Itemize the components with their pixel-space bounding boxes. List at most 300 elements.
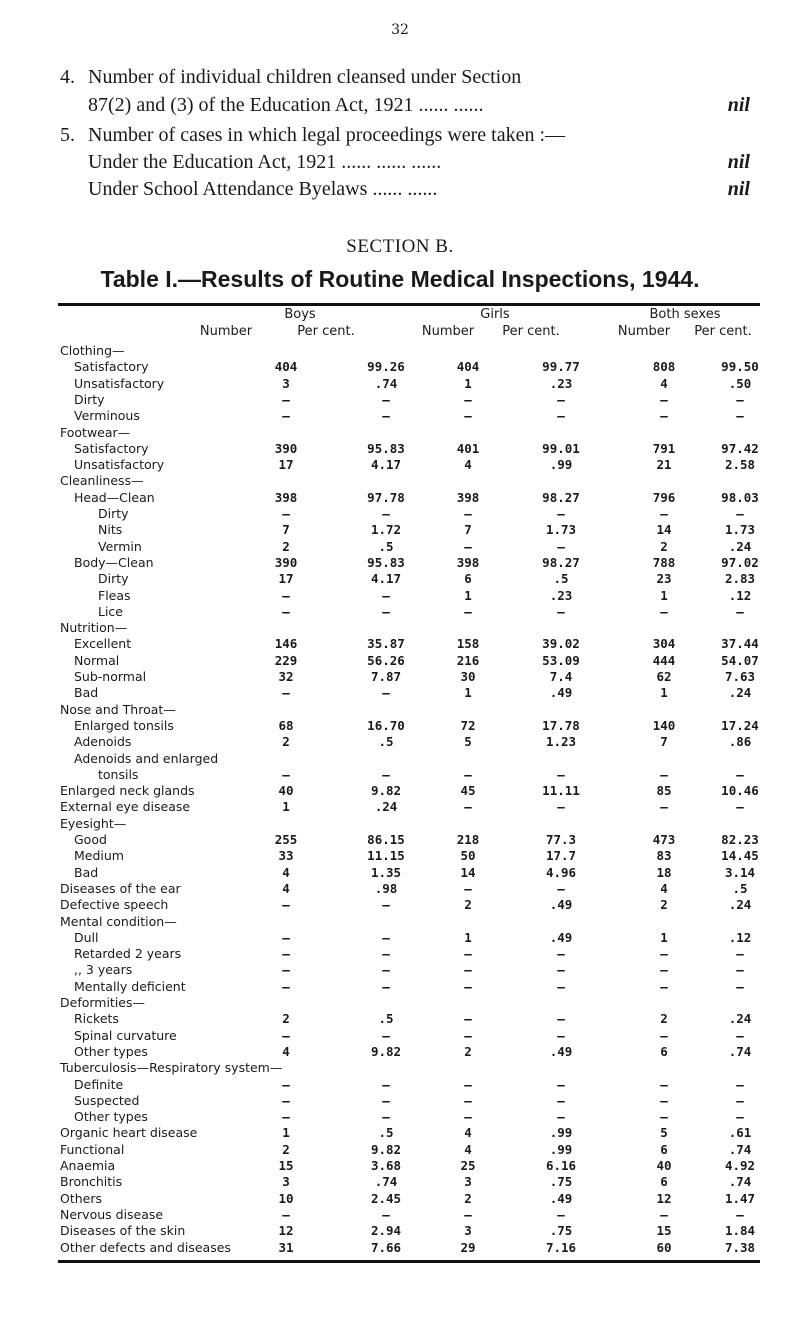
row-cell: —	[736, 946, 744, 962]
row-cell: 1	[282, 799, 290, 815]
row-cell: 95.83	[367, 554, 405, 570]
row-cell: 2	[282, 1011, 290, 1027]
row-cell: 83	[656, 848, 672, 864]
item-4-line-1: Number of individual children cleansed under Section	[88, 66, 522, 88]
table-row	[60, 816, 760, 832]
row-cell: .49	[549, 1190, 573, 1206]
row-label: Suspected	[74, 1092, 140, 1108]
row-label: tonsils	[98, 766, 139, 782]
row-label: Dirty	[98, 571, 129, 587]
row-cell: —	[382, 766, 390, 782]
row-cell: 99.50	[721, 359, 759, 375]
row-cell: 60	[656, 1239, 672, 1255]
row-cell: —	[282, 978, 290, 994]
row-cell: 54.07	[721, 652, 759, 668]
row-cell: —	[660, 1092, 668, 1108]
row-cell: —	[464, 1092, 472, 1108]
row-cell: .12	[728, 587, 752, 603]
row-cell: .5	[378, 538, 394, 554]
row-cell: —	[557, 946, 565, 962]
row-cell: —	[736, 408, 744, 424]
row-cell: .99	[549, 457, 573, 473]
row-cell: 3	[282, 375, 290, 391]
row-cell: 14	[460, 864, 476, 880]
row-cell: 1.35	[370, 864, 402, 880]
row-cell: —	[382, 587, 390, 603]
table-row	[60, 1142, 760, 1158]
table-top-rule	[58, 303, 760, 306]
item-4-continued	[60, 94, 750, 118]
row-cell: 29	[460, 1239, 476, 1255]
row-cell: —	[382, 978, 390, 994]
table-row	[60, 734, 760, 750]
row-cell: —	[660, 1076, 668, 1092]
row-cell: —	[464, 408, 472, 424]
table-row	[60, 930, 760, 946]
row-label: Functional	[60, 1141, 125, 1157]
row-cell: 97.42	[721, 440, 759, 456]
row-cell: 7.38	[724, 1239, 756, 1255]
row-cell: —	[282, 587, 290, 603]
row-cell: 401	[456, 440, 480, 456]
item-5	[60, 124, 750, 148]
row-cell: —	[464, 1011, 472, 1027]
item-5-byelaws	[60, 178, 750, 202]
row-cell: 216	[456, 652, 480, 668]
row-label: Nutrition—	[60, 620, 128, 636]
row-label: Unsatisfactory	[74, 457, 165, 473]
row-label: Definite	[74, 1076, 124, 1092]
row-cell: 4	[464, 457, 472, 473]
row-cell: —	[382, 897, 390, 913]
table-row	[60, 1223, 760, 1239]
row-cell: 390	[274, 554, 298, 570]
row-label: Adenoids	[74, 734, 132, 750]
row-cell: 72	[460, 717, 476, 733]
item-5-number: 5.	[60, 124, 75, 146]
row-label: Eyesight—	[60, 815, 127, 831]
item-4-line-2: 87(2) and (3) of the Education Act, 1921 ...... ......	[88, 94, 484, 116]
table-row	[60, 506, 760, 522]
row-cell: 31	[278, 1239, 294, 1255]
row-cell: 15	[278, 1158, 294, 1173]
table-row	[60, 1044, 760, 1060]
row-cell: —	[464, 1076, 472, 1092]
row-cell: —	[557, 799, 565, 815]
row-cell: —	[282, 1076, 290, 1092]
row-cell: —	[660, 603, 668, 619]
row-cell: 140	[652, 717, 676, 733]
row-cell: .5	[378, 1125, 394, 1141]
row-cell: 17	[278, 571, 294, 587]
row-cell: 1	[464, 587, 472, 603]
row-cell: 15	[656, 1223, 672, 1239]
item-5-byelaws-value: nil	[727, 178, 750, 200]
item-5-byelaws-label: Under School Attendance Byelaws ...... ......	[88, 178, 438, 200]
row-cell: 1.73	[724, 522, 756, 538]
row-cell: —	[557, 538, 565, 554]
row-cell: 3	[464, 1174, 472, 1190]
row-cell: —	[464, 538, 472, 554]
row-cell: 7.4	[549, 669, 573, 684]
subheader-girls-percent: Per cent.	[502, 324, 560, 339]
row-cell: 2	[282, 734, 290, 750]
table-row	[60, 1011, 760, 1027]
row-cell: 1	[660, 685, 668, 701]
row-cell: —	[660, 799, 668, 815]
table-row	[60, 457, 760, 473]
row-cell: —	[382, 1027, 390, 1043]
row-cell: 12	[278, 1223, 294, 1239]
row-cell: 33	[278, 848, 294, 864]
row-cell: .49	[549, 897, 573, 913]
row-cell: 229	[274, 652, 298, 668]
row-cell: 4.96	[545, 864, 577, 880]
row-cell: —	[382, 603, 390, 619]
row-label: Tuberculosis—Respiratory system—	[60, 1060, 283, 1076]
row-cell: —	[557, 1076, 565, 1092]
row-cell: .74	[374, 375, 398, 391]
row-cell: —	[282, 1206, 290, 1222]
row-cell: 4	[282, 864, 290, 880]
row-cell: 218	[456, 832, 480, 847]
row-cell: 40	[656, 1158, 672, 1173]
group-header-boys: Boys	[284, 307, 316, 322]
row-cell: .5	[732, 880, 748, 896]
row-cell: 158	[456, 636, 480, 652]
row-label: Footwear—	[60, 424, 131, 440]
row-cell: —	[382, 929, 390, 945]
row-cell: 1.72	[370, 522, 402, 538]
table-row	[60, 376, 760, 392]
row-cell: —	[736, 978, 744, 994]
row-cell: 791	[652, 440, 676, 456]
row-cell: —	[382, 408, 390, 424]
row-label: Nits	[98, 522, 123, 538]
row-cell: 11.11	[542, 783, 580, 799]
row-cell: —	[282, 506, 290, 521]
row-cell: 62	[656, 669, 672, 684]
table-row	[60, 343, 760, 359]
table-row	[60, 881, 760, 897]
row-cell: —	[382, 962, 390, 978]
row-cell: 82.23	[721, 832, 759, 847]
row-cell: 68	[278, 717, 294, 733]
row-cell: 1.84	[724, 1223, 756, 1239]
row-cell: —	[557, 408, 565, 424]
row-cell: 5	[464, 734, 472, 750]
row-cell: —	[660, 1206, 668, 1222]
table-row	[60, 685, 760, 701]
row-cell: —	[557, 391, 565, 407]
row-label: Dirty	[74, 391, 105, 407]
table-row	[60, 702, 760, 718]
row-cell: —	[736, 799, 744, 815]
row-cell: 53.09	[542, 652, 580, 668]
table-row	[60, 408, 760, 424]
table-row	[60, 832, 760, 848]
row-cell: .5	[378, 734, 394, 750]
table-row	[60, 539, 760, 555]
row-cell: —	[557, 766, 565, 782]
row-label: Satisfactory	[74, 359, 149, 375]
row-cell: 14.45	[721, 848, 759, 864]
row-cell: 12	[656, 1190, 672, 1206]
row-cell: 3	[464, 1223, 472, 1239]
row-cell: 23	[656, 571, 672, 587]
row-cell: 2	[282, 1141, 290, 1157]
row-label: Spinal curvature	[74, 1027, 177, 1043]
row-cell: 1.23	[545, 734, 577, 750]
row-cell: 10	[278, 1190, 294, 1206]
row-cell: 398	[456, 554, 480, 570]
row-cell: .23	[549, 587, 573, 603]
row-cell: 56.26	[367, 652, 405, 668]
row-cell: —	[557, 1027, 565, 1043]
table-row	[60, 1191, 760, 1207]
row-cell: .74	[728, 1141, 752, 1157]
table-row	[60, 620, 760, 636]
row-cell: .99	[549, 1125, 573, 1141]
row-cell: 99.77	[542, 359, 580, 375]
subheader-girls-number: Number	[421, 324, 475, 339]
row-cell: 5	[660, 1125, 668, 1141]
row-cell: 4	[660, 375, 668, 391]
row-label: Head—Clean	[74, 489, 155, 505]
row-label: Sub-normal	[74, 669, 147, 684]
row-label: Other types	[74, 1043, 148, 1059]
table-row	[60, 1207, 760, 1223]
row-cell: 4	[464, 1125, 472, 1141]
row-label: Mental condition—	[60, 913, 177, 929]
row-cell: —	[736, 766, 744, 782]
row-cell: 2	[464, 1043, 472, 1059]
row-cell: 14	[656, 522, 672, 538]
table-row	[60, 1125, 760, 1141]
row-cell: 9.82	[370, 1043, 402, 1059]
row-cell: 25	[460, 1158, 476, 1173]
row-label: Body—Clean	[74, 554, 154, 570]
row-label: Other defects and diseases	[60, 1239, 231, 1255]
row-label: Dull	[74, 929, 99, 945]
row-cell: 32	[278, 669, 294, 684]
row-cell: .75	[549, 1174, 573, 1190]
row-cell: —	[464, 978, 472, 994]
row-cell: .5	[378, 1011, 394, 1027]
row-cell: 808	[652, 359, 676, 375]
page-number: 32	[391, 22, 409, 38]
row-cell: —	[382, 1076, 390, 1092]
row-cell: —	[557, 978, 565, 994]
row-label: Bad	[74, 864, 99, 880]
row-cell: —	[282, 603, 290, 619]
row-cell: 16.70	[367, 717, 405, 733]
section-title: SECTION B.	[346, 236, 454, 257]
row-cell: 2	[464, 1190, 472, 1206]
row-cell: —	[464, 766, 472, 782]
row-cell: —	[660, 766, 668, 782]
table-row	[60, 767, 760, 783]
row-cell: —	[382, 1206, 390, 1222]
row-label: ,, 3 years	[74, 962, 133, 978]
row-cell: 97.78	[367, 489, 405, 505]
row-cell: 98.03	[721, 489, 759, 505]
row-cell: 404	[456, 359, 480, 375]
row-cell: 6	[464, 571, 472, 587]
row-cell: —	[736, 1109, 744, 1125]
row-cell: —	[282, 766, 290, 782]
row-cell: —	[660, 408, 668, 424]
row-cell: 404	[274, 359, 298, 375]
table-row	[60, 555, 760, 571]
table-row	[60, 653, 760, 669]
row-cell: 17.24	[721, 717, 759, 733]
group-header-girls: Girls	[480, 307, 510, 322]
row-cell: —	[660, 978, 668, 994]
row-cell: .24	[728, 897, 752, 913]
table-row	[60, 473, 760, 489]
row-cell: 45	[460, 783, 476, 799]
row-cell: 255	[274, 832, 298, 847]
table-row	[60, 1060, 760, 1076]
row-cell: .12	[728, 929, 752, 945]
row-cell: .98	[374, 880, 398, 896]
row-cell: 11.15	[367, 848, 405, 864]
row-label: Lice	[98, 603, 123, 619]
row-cell: .74	[728, 1043, 752, 1059]
row-cell: —	[736, 603, 744, 619]
row-cell: —	[464, 1109, 472, 1125]
table-row	[60, 946, 760, 962]
row-label: Rickets	[74, 1011, 119, 1027]
row-cell: 788	[652, 554, 676, 570]
table-row	[60, 490, 760, 506]
row-cell: .49	[549, 929, 573, 945]
row-cell: 97.02	[721, 554, 759, 570]
table-row	[60, 588, 760, 604]
row-cell: 7.66	[370, 1239, 402, 1255]
row-cell: 6.16	[545, 1158, 577, 1173]
row-cell: 4.92	[724, 1158, 756, 1173]
row-cell: 4	[660, 880, 668, 896]
row-label: External eye disease	[60, 799, 191, 815]
row-cell: 21	[656, 457, 672, 473]
row-cell: .50	[728, 375, 752, 391]
row-cell: —	[382, 685, 390, 701]
row-cell: 95.83	[367, 440, 405, 456]
table-row	[60, 783, 760, 799]
table-row	[60, 751, 760, 767]
row-cell: —	[660, 506, 668, 521]
row-cell: —	[464, 1206, 472, 1222]
row-cell: —	[464, 506, 472, 521]
table-title: Table I.—Results of Routine Medical Inspections, 1944.	[100, 266, 700, 292]
row-cell: 17.7	[545, 848, 577, 864]
table-row	[60, 995, 760, 1011]
row-cell: —	[382, 391, 390, 407]
row-label: Organic heart disease	[60, 1125, 198, 1141]
table-row	[60, 718, 760, 734]
table-bottom-rule	[58, 1260, 760, 1263]
row-cell: .23	[549, 375, 573, 391]
item-5-education-act-value: nil	[727, 151, 750, 173]
row-cell: —	[557, 962, 565, 978]
row-cell: .74	[728, 1174, 752, 1190]
row-cell: 3	[282, 1174, 290, 1190]
table-row	[60, 604, 760, 620]
row-cell: 37.44	[721, 636, 759, 652]
row-cell: —	[736, 1027, 744, 1043]
row-cell: 17	[278, 457, 294, 473]
row-cell: 7.16	[545, 1239, 577, 1255]
table-row	[60, 897, 760, 913]
row-cell: —	[464, 962, 472, 978]
row-cell: —	[282, 1027, 290, 1043]
row-cell: 2	[660, 1011, 668, 1027]
table-row	[60, 1240, 760, 1256]
row-cell: —	[464, 880, 472, 896]
row-cell: —	[557, 1206, 565, 1222]
row-cell: 6	[660, 1141, 668, 1157]
table-row	[60, 1174, 760, 1190]
table-row	[60, 636, 760, 652]
row-cell: 3.14	[724, 864, 756, 880]
table-row	[60, 359, 760, 375]
row-cell: 7	[660, 734, 668, 750]
table-row	[60, 392, 760, 408]
table-row	[60, 799, 760, 815]
table-row	[60, 1077, 760, 1093]
subheader-both-number: Number	[617, 324, 671, 339]
row-label: Bronchitis	[60, 1174, 123, 1190]
row-label: Deformities—	[60, 995, 146, 1010]
row-cell: 30	[460, 669, 476, 684]
row-cell: —	[557, 1109, 565, 1125]
row-cell: 1.47	[724, 1190, 756, 1206]
row-cell: —	[736, 1206, 744, 1222]
row-cell: 473	[652, 832, 676, 847]
row-cell: —	[660, 946, 668, 962]
row-cell: —	[282, 929, 290, 945]
row-cell: 146	[274, 636, 298, 652]
row-label: Enlarged tonsils	[74, 717, 174, 733]
row-cell: 6	[660, 1043, 668, 1059]
row-cell: —	[736, 1076, 744, 1092]
row-label: Retarded 2 years	[74, 946, 182, 962]
subheader-both-percent: Per cent.	[694, 324, 752, 339]
row-cell: 796	[652, 489, 676, 505]
table-row	[60, 571, 760, 587]
row-cell: 1	[660, 929, 668, 945]
row-cell: 1	[464, 685, 472, 701]
row-cell: 98.27	[542, 489, 580, 505]
row-cell: 98.27	[542, 554, 580, 570]
row-cell: 10.46	[721, 783, 759, 799]
row-cell: —	[282, 685, 290, 701]
row-label: Adenoids and enlarged	[74, 750, 219, 766]
item-5-education-act	[60, 151, 750, 175]
row-cell: 7	[464, 522, 472, 538]
row-cell: 7.63	[724, 669, 756, 684]
group-header-both: Both sexes	[649, 307, 721, 322]
row-cell: —	[557, 603, 565, 619]
row-cell: —	[382, 1092, 390, 1108]
row-cell: 7	[282, 522, 290, 538]
row-cell: 2	[660, 897, 668, 913]
row-label: Others	[60, 1190, 103, 1206]
row-cell: .24	[374, 799, 398, 815]
row-cell: —	[557, 1011, 565, 1027]
